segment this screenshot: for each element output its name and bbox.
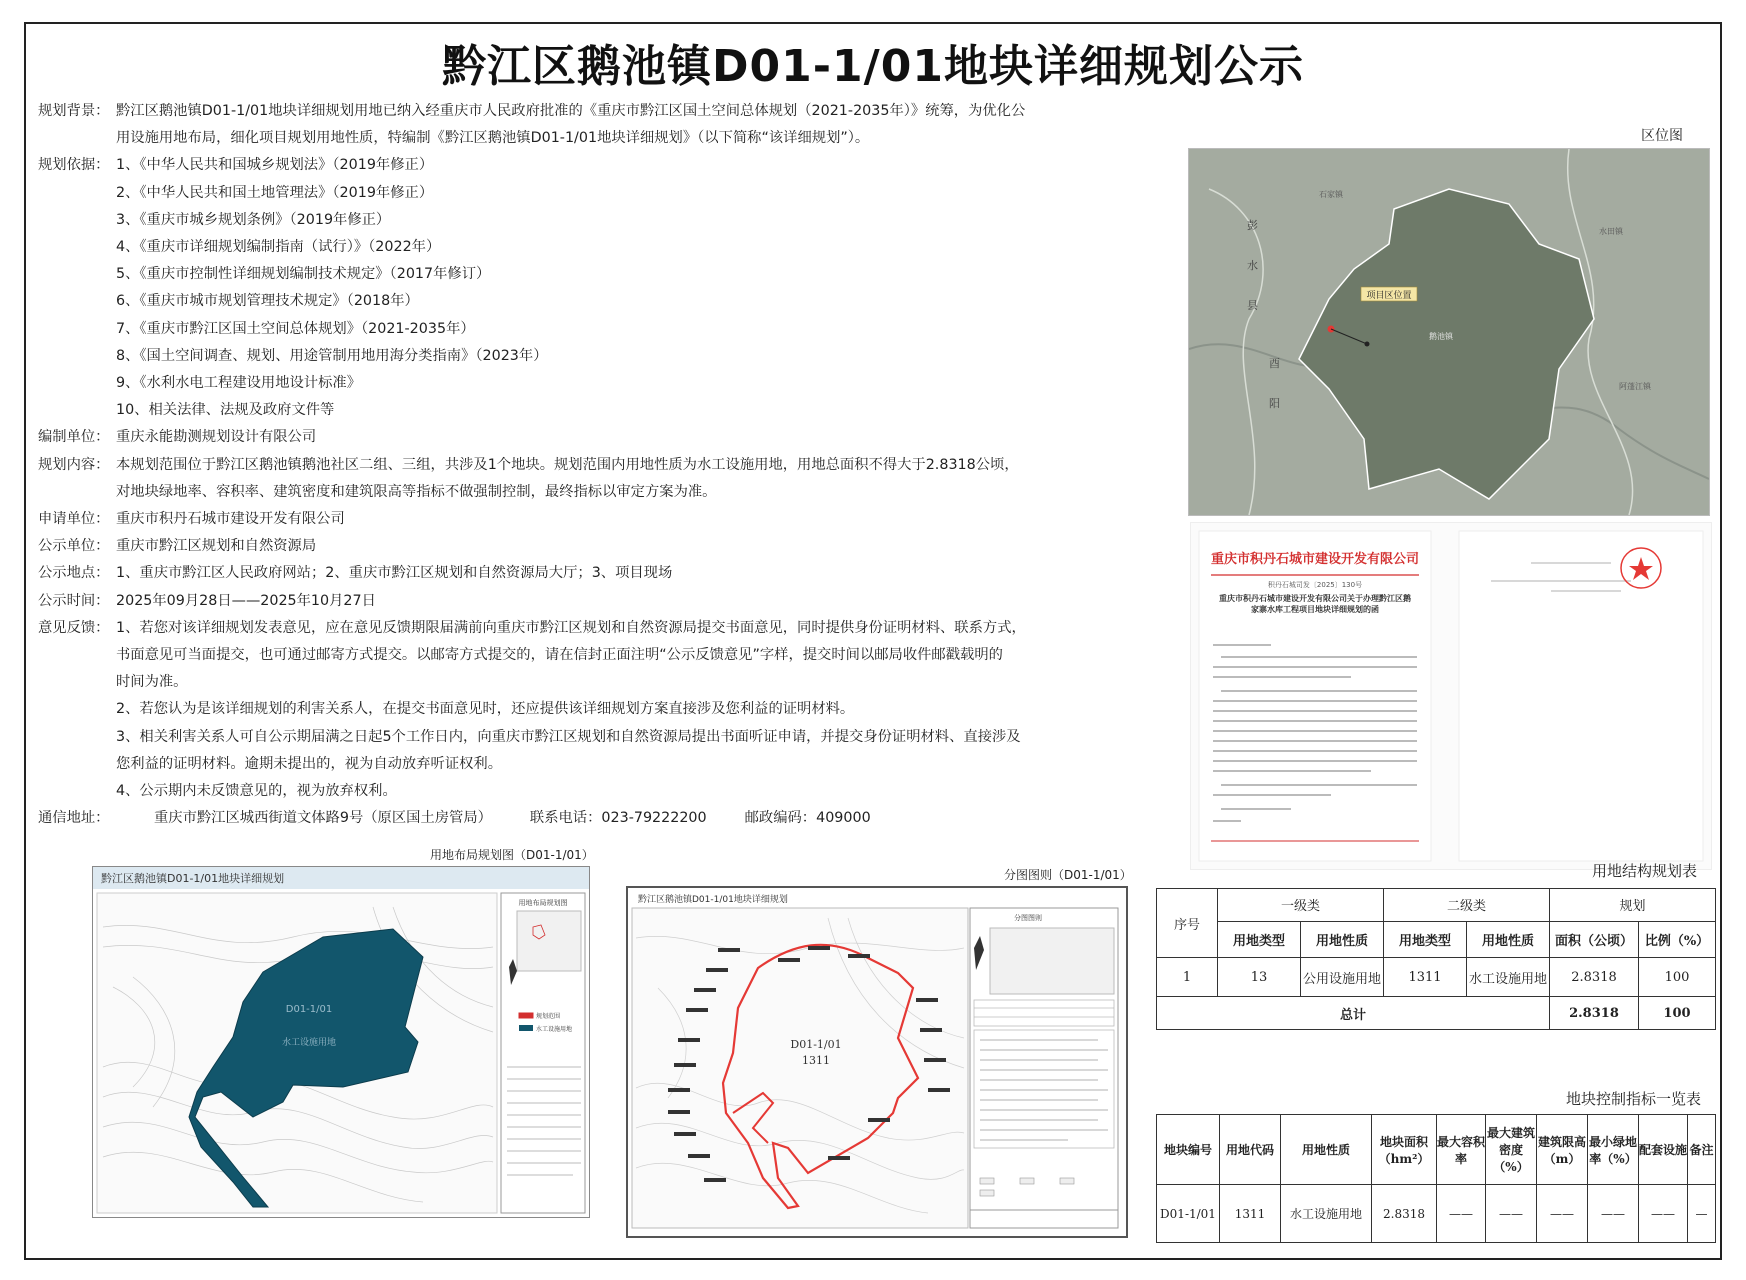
feedback-line: 时间为准。 bbox=[116, 674, 188, 691]
structure-table bbox=[1156, 888, 1716, 1030]
landuse-map-graphic bbox=[93, 867, 589, 1217]
basis-section bbox=[38, 152, 1170, 179]
division-panel-title: 分图图则 bbox=[1014, 914, 1042, 922]
control-table-caption: 地块控制指标一览表 bbox=[1566, 1090, 1702, 1108]
cell-min-green: —— bbox=[1588, 1185, 1639, 1243]
header-ratio: 比例（%） bbox=[1639, 921, 1716, 958]
cell-l1-nature: 公用设施用地 bbox=[1301, 958, 1384, 997]
total-area: 2.8318 bbox=[1550, 997, 1639, 1030]
parcel-use-label: 水工设施用地 bbox=[281, 1038, 337, 1048]
background-section bbox=[38, 98, 1170, 125]
basis-item: 7、《重庆市黔江区国土空间总体规划》（2021-2035年） bbox=[116, 320, 475, 337]
cell-remarks: — bbox=[1688, 1185, 1716, 1243]
cell-ratio: 100 bbox=[1639, 958, 1716, 997]
basis-item: 3、《重庆市城乡规划条例》（2019年修正） bbox=[116, 211, 391, 228]
cell-landuse-code: 1311 bbox=[1220, 1185, 1281, 1243]
place-name: 县 bbox=[1247, 299, 1258, 312]
compiler-value: 重庆永能勘测规划设计有限公司 bbox=[116, 429, 317, 446]
place-name: 水 bbox=[1247, 259, 1258, 272]
contact-address: 重庆市黔江区城西街道文体路9号（原区国土房管局） bbox=[154, 810, 492, 827]
contact-phone: 联系电话：023-79222200 bbox=[529, 810, 707, 827]
cell-max-density: —— bbox=[1486, 1185, 1537, 1243]
table-row bbox=[1157, 958, 1716, 997]
header-level1: 一级类 bbox=[1218, 889, 1384, 922]
division-map bbox=[626, 886, 1128, 1238]
contact-postcode: 邮政编码：409000 bbox=[744, 810, 871, 827]
feedback-section bbox=[38, 615, 1170, 642]
basis-item: 4、《重庆市详细规划编制指南（试行）》（2022年） bbox=[116, 239, 441, 256]
applicant-label: 申请单位： bbox=[38, 511, 110, 528]
feedback-line: 4、公示期内未反馈意见的，视为放弃权利。 bbox=[116, 783, 397, 800]
header-nature: 用地性质 bbox=[1301, 921, 1384, 958]
table-row bbox=[1157, 1185, 1716, 1243]
header-nature: 用地性质 bbox=[1467, 921, 1550, 958]
header-landuse-code: 用地代码 bbox=[1220, 1115, 1281, 1185]
cell-area: 2.8318 bbox=[1550, 958, 1639, 997]
compiler-section bbox=[38, 424, 1170, 451]
header-remarks: 备注 bbox=[1688, 1115, 1716, 1185]
background-line: 用设施用地布局，细化项目规划用地性质，特编制《黔江区鹅池镇D01-1/01地块详细规划》（以下简称“该详细规划”）。 bbox=[116, 130, 870, 147]
period-value: 2025年09月28日——2025年10月27日 bbox=[116, 592, 376, 609]
doc-company: 重庆市积丹石城市建设开发有限公司 bbox=[1210, 552, 1420, 567]
basis-item: 1、《中华人民共和国城乡规划法》（2019年修正） bbox=[116, 157, 434, 174]
contact-label: 通信地址： bbox=[38, 810, 110, 827]
place-name: 阿蓬江镇 bbox=[1619, 382, 1651, 391]
publisher-label: 公示单位： bbox=[38, 538, 110, 555]
basis-label: 规划依据： bbox=[38, 157, 110, 174]
applicant-value: 重庆市积丹石城市建设开发有限公司 bbox=[116, 511, 345, 528]
page-title: 黔江区鹅池镇D01-1/01地块详细规划公示 bbox=[442, 41, 1304, 92]
cell-l1-type: 13 bbox=[1218, 958, 1301, 997]
parcel-code-label: D01-1/01 bbox=[285, 1004, 333, 1015]
legend-item-parcel: 水工设施用地 bbox=[536, 1026, 573, 1033]
location-map bbox=[1188, 148, 1710, 516]
place-name: 酉 bbox=[1269, 357, 1280, 370]
location-label: 公示地点： bbox=[38, 565, 110, 582]
place-name: 水田镇 bbox=[1599, 227, 1623, 236]
division-map-graphic bbox=[628, 888, 1122, 1232]
contact-section bbox=[38, 805, 1170, 832]
basis-item: 8、《国土空间调查、规划、用途管制用地用海分类指南》（2023年） bbox=[116, 347, 548, 364]
landuse-map-caption: 用地布局规划图（D01-1/01） bbox=[430, 848, 594, 862]
basis-item: 9、《水利水电工程建设用地设计标准》 bbox=[116, 375, 361, 392]
content-line: 对地块绿地率、容积率、建筑密度和建筑限高等指标不做强制控制，最终指标以审定方案为准。 bbox=[116, 483, 717, 500]
location-value: 1、重庆市黔江区人民政府网站；2、重庆市黔江区规划和自然资源局大厅；3、项目现场 bbox=[116, 565, 673, 582]
header-max-far: 最大容积率 bbox=[1437, 1115, 1486, 1185]
header-facilities: 配套设施 bbox=[1639, 1115, 1688, 1185]
place-name: 阳 bbox=[1269, 397, 1280, 410]
basis-item: 5、《重庆市控制性详细规划编制技术规定》（2017年修订） bbox=[116, 266, 491, 283]
period-label: 公示时间： bbox=[38, 592, 110, 609]
header-parcel-id: 地块编号 bbox=[1157, 1115, 1220, 1185]
cell-l2-nature: 水工设施用地 bbox=[1467, 958, 1550, 997]
division-parcel-use-code: 1311 bbox=[802, 1054, 830, 1067]
feedback-line: 书面意见可当面提交，也可通过邮寄方式提交。以邮寄方式提交的，请在信封正面注明“公示反馈意见”字样，提交时间以邮局收件邮戳载明的 bbox=[116, 647, 1003, 664]
header-no: 序号 bbox=[1157, 889, 1218, 958]
division-map-inner-title: 黔江区鹅池镇D01-1/01地块详细规划 bbox=[638, 895, 788, 905]
locmap-caption: 区位图 bbox=[1641, 128, 1683, 144]
feedback-line: 2、若您认为是该详细规划的利害关系人，在提交书面意见时，还应提供该详细规划方案直接涉及您利益的证明材料。 bbox=[116, 701, 855, 718]
basis-item: 6、《重庆市城市规划管理技术规定》（2018年） bbox=[116, 293, 419, 310]
landuse-map bbox=[92, 866, 590, 1218]
cell-no: 1 bbox=[1157, 958, 1218, 997]
header-type: 用地类型 bbox=[1218, 921, 1301, 958]
cell-facilities: —— bbox=[1639, 1185, 1688, 1243]
cell-height-limit: —— bbox=[1537, 1185, 1588, 1243]
content-label: 规划内容： bbox=[38, 456, 110, 473]
control-table bbox=[1156, 1114, 1716, 1243]
applicant-section bbox=[38, 506, 1170, 533]
landuse-map-inner-title: 黔江区鹅池镇D01-1/01地块详细规划 bbox=[101, 872, 285, 885]
publisher-value: 重庆市黔江区规划和自然资源局 bbox=[116, 538, 317, 555]
compiler-label: 编制单位： bbox=[38, 429, 110, 446]
location-map-graphic bbox=[1189, 149, 1709, 515]
place-name: 彭 bbox=[1247, 219, 1258, 232]
background-line: 黔江区鹅池镇D01-1/01地块详细规划用地已纳入经重庆市人民政府批准的《重庆市黔江区国土空间总体规划（2021-2035年）》统筹，为优化公 bbox=[116, 103, 1026, 119]
place-name: 鹅池镇 bbox=[1429, 332, 1453, 341]
header-type: 用地类型 bbox=[1384, 921, 1467, 958]
basis-item: 2、《中华人民共和国土地管理法》（2019年修正） bbox=[116, 184, 434, 201]
header-max-density: 最大建筑密度（%） bbox=[1486, 1115, 1537, 1185]
feedback-line: 您利益的证明材料。逾期未提出的，视为自动放弃听证权利。 bbox=[116, 755, 503, 772]
cell-l2-type: 1311 bbox=[1384, 958, 1467, 997]
doc-subject: 重庆市积丹石城市建设开发有限公司关于办理黔江区鹅家寨水库工程项目地块详细规划的函 bbox=[1219, 594, 1411, 614]
place-name: 石家镇 bbox=[1319, 190, 1343, 199]
publisher-section bbox=[38, 533, 1170, 560]
header-min-green: 最小绿地率（%） bbox=[1588, 1115, 1639, 1185]
landuse-legend-title: 用地布局规划图 bbox=[518, 899, 568, 907]
legend-item-boundary: 规划范围 bbox=[536, 1013, 561, 1020]
approval-document-graphic bbox=[1191, 523, 1711, 869]
header-area: 面积（公顷） bbox=[1550, 921, 1639, 958]
structure-table-caption: 用地结构规划表 bbox=[1592, 862, 1698, 880]
header-landuse-nature: 用地性质 bbox=[1281, 1115, 1372, 1185]
doc-number: 积丹石城司发〔2025〕130号 bbox=[1267, 581, 1363, 589]
feedback-line: 3、相关利害关系人可自公示期届满之日起5个工作日内，向重庆市黔江区规划和自然资源局提出书面听证申请，并提交身份证明材料、直接涉及 bbox=[116, 728, 1021, 745]
period-section bbox=[38, 588, 1170, 615]
feedback-line: 1、若您对该详细规划发表意见，应在意见反馈期限届满前向重庆市黔江区规划和自然资源局提交书面意见，同时提供身份证明材料、联系方式， bbox=[116, 619, 1026, 636]
cell-max-far: —— bbox=[1437, 1185, 1486, 1243]
location-section bbox=[38, 560, 1170, 587]
background-label: 规划背景： bbox=[38, 103, 110, 119]
content-line: 本规划范围位于黔江区鹅池镇鹅池社区二组、三组，共涉及1个地块。规划范围内用地性质为水工设施用地，用地总面积不得大于2.8318公顷， bbox=[116, 456, 1019, 473]
approval-document bbox=[1190, 522, 1712, 870]
basis-item: 10、相关法律、法规及政府文件等 bbox=[116, 402, 335, 419]
cell-landuse-nature: 水工设施用地 bbox=[1281, 1185, 1372, 1243]
content-section bbox=[38, 452, 1170, 479]
division-map-caption: 分图图则（D01-1/01） bbox=[1004, 868, 1132, 882]
cell-parcel-area: 2.8318 bbox=[1372, 1185, 1437, 1243]
total-row bbox=[1157, 997, 1716, 1030]
header-plan: 规划 bbox=[1550, 889, 1716, 922]
feedback-label: 意见反馈： bbox=[38, 619, 110, 636]
header-level2: 二级类 bbox=[1384, 889, 1550, 922]
project-location-label: 项目区位置 bbox=[1366, 291, 1412, 301]
header-parcel-area: 地块面积（hm²） bbox=[1372, 1115, 1437, 1185]
cell-parcel-id: D01-1/01 bbox=[1157, 1185, 1220, 1243]
header-height-limit: 建筑限高（m） bbox=[1537, 1115, 1588, 1185]
division-parcel-code: D01-1/01 bbox=[790, 1038, 842, 1051]
total-label: 总计 bbox=[1157, 997, 1550, 1030]
total-ratio: 100 bbox=[1639, 997, 1716, 1030]
announcement-text bbox=[38, 98, 1170, 832]
